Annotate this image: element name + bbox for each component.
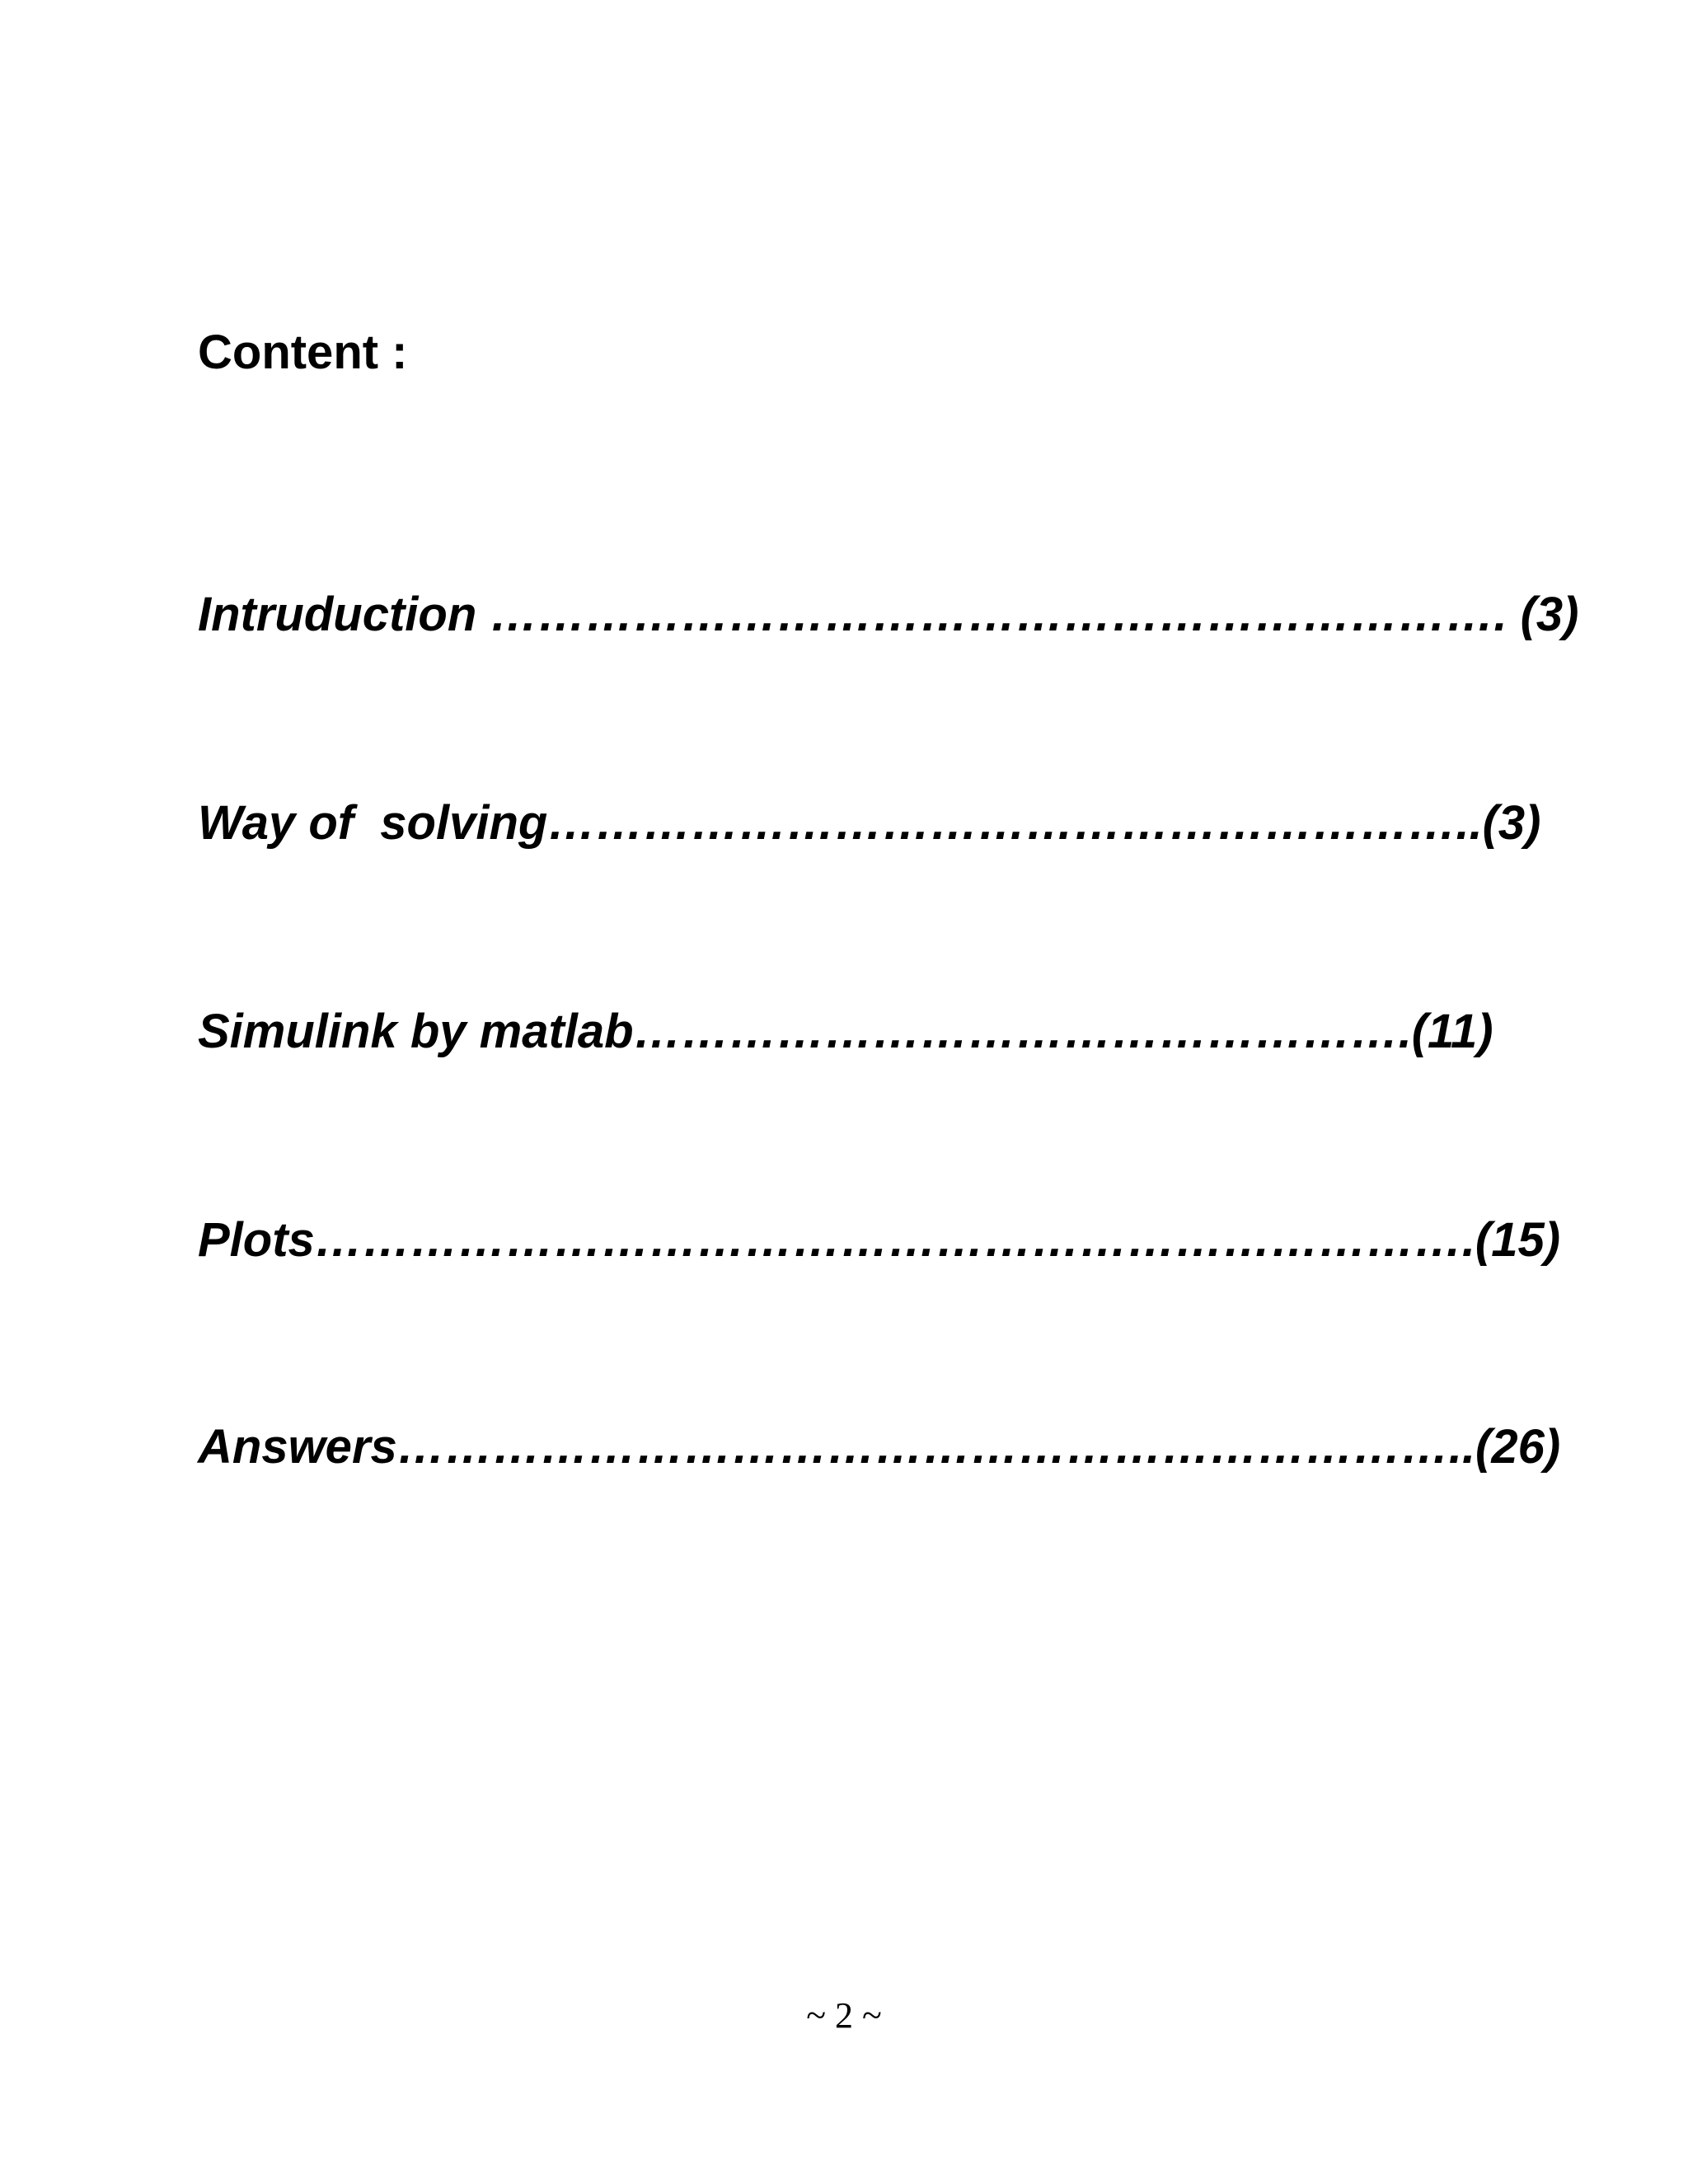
page-number: ~ 2 ~ — [806, 1995, 882, 2036]
toc-entry-text: Simulink by matlab…………………………………………. — [198, 1005, 1412, 1058]
toc-entry-page: (3) — [1520, 588, 1579, 641]
toc-entry-text: Answers………………………………………………………….. — [198, 1420, 1475, 1474]
toc-entry-plots — [198, 1211, 1560, 1270]
contents-heading: Content : — [198, 326, 408, 379]
toc-entry-text: Way of solving………………………………………………….. — [198, 796, 1483, 850]
toc-entry-way-of-solving — [198, 794, 1540, 853]
toc-entry-text: Intruduction ………………………………………………………. — [198, 588, 1521, 641]
toc-entry-page: (15) — [1475, 1213, 1561, 1267]
toc-entry-answers — [198, 1418, 1560, 1477]
toc-entry-page: (11) — [1411, 1005, 1493, 1058]
toc-entry-page: (26) — [1475, 1420, 1561, 1474]
toc-entry-text: Plots………………………………………………………………. — [198, 1213, 1475, 1267]
toc-entry-simulink — [198, 1002, 1493, 1062]
toc-entry-introduction — [198, 585, 1579, 644]
toc-entry-page: (3) — [1482, 796, 1541, 850]
